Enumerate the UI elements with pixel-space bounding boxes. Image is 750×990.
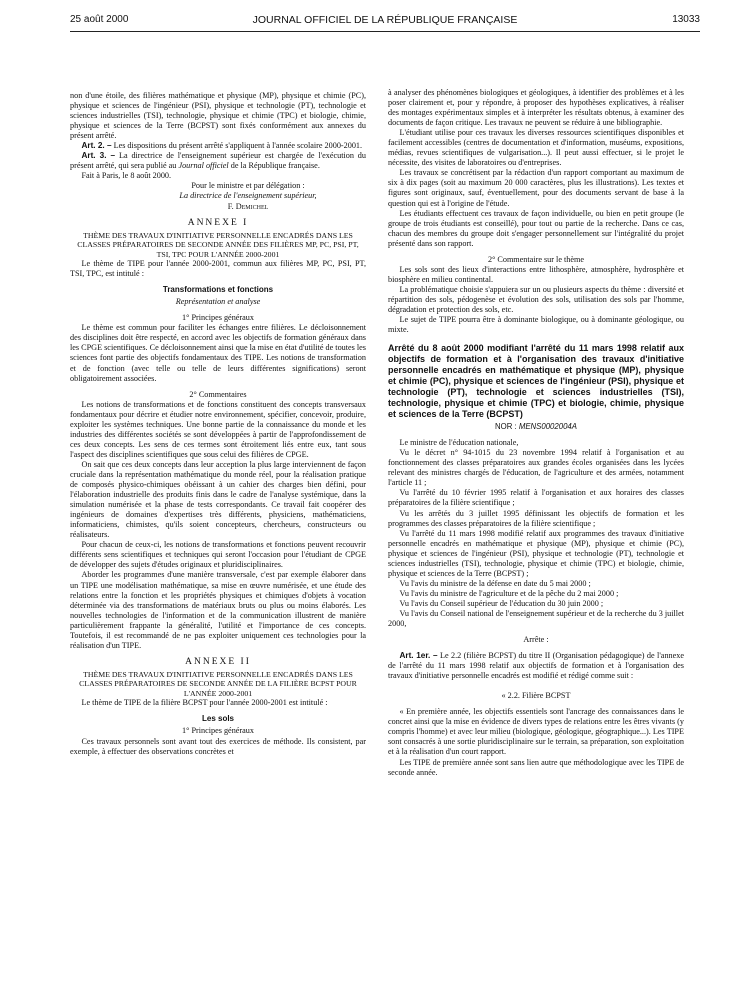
paragraph: Ces travaux personnels sont avant tout des exercices de méthode. Ils consistent, par exemple, à effectuer des observations concrètes et bbox=[70, 736, 366, 756]
nor-reference bbox=[388, 422, 684, 432]
arrete-title: Arrêté du 8 août 2000 modifiant l'arrêté du 11 mars 1998 relatif aux objectifs de formation et à l'organisation des travaux d'initiative personnelle encadrés en mathématique et physique (MP), physique et chimie (PC), physique et sciences de l'ingénieur (PSI), physique et technologie (PT), technologie et sciences industrielles (TSI), technologie, physique et chimie (TPC) et biologie, chimie, physique et sciences de la Terre (BCPST) bbox=[388, 343, 684, 420]
header-rule bbox=[70, 31, 700, 32]
section-heading: 2° Commentaires bbox=[189, 389, 247, 399]
article-label: Art. 2. – bbox=[81, 141, 112, 151]
signature-line: Pour le ministre et par délégation : bbox=[191, 181, 305, 191]
signature-place-date: Fait à Paris, le 8 août 2000. bbox=[81, 171, 172, 181]
paragraph: Le sujet de TIPE pourra être à dominante biologique, ou à dominante géologique, ou mixte. bbox=[388, 315, 684, 335]
visa: Vu l'arrêté du 11 mars 1998 modifié relatif aux programmes des travaux d'initiative personnelle encadrés en mathématique et physique (MP), physique et chimie (PC), physique et sciences de l'ingénieur (PSI), physique et technologie (PT), technologie et sciences industrielles (TSI), technologie, physique et chimie (TPC) et biologie, chimie, physique et sciences de la Terre (BCPST) ; bbox=[388, 528, 684, 578]
paragraph: Les étudiants effectuent ces travaux de façon individuelle, ou bien en petit groupe (le groupe de trois étudiants est conseillé), pour tout ou partie de la recherche. Dans ce cas, chacun des membres du groupe doit s'engager personnellement sur l'intégralité du projet présenté dans son rapport. bbox=[388, 208, 684, 248]
paragraph: Les TIPE de première année sont sans lien autre que méthodologique avec les TIPE de seconde année. bbox=[388, 757, 684, 777]
visa: Vu l'avis du ministre de l'agriculture et de la pêche du 2 mai 2000 ; bbox=[399, 588, 619, 598]
nor-code: MENS0002004A bbox=[518, 422, 577, 432]
section-heading: 1° Principes généraux bbox=[182, 313, 254, 323]
paragraph: L'étudiant utilise pour ces travaux les diverses ressources scientifiques disponibles et facilement accessibles (centres de documentation et d'information, muséums, expositions, médias, revues scientifiques de vulgarisation...). Il peut aussi effectuer, si le projet le nécessite, des visites de laboratoires ou d'entreprises. bbox=[388, 128, 684, 168]
page-header bbox=[70, 14, 700, 30]
annex-1-title: THÈME DES TRAVAUX D'INITIATIVE PERSONNELLE ENCADRÉS DANS LES CLASSES PRÉPARATOIRES DE SECONDE ANNÉE DES FILIÈRES MP, PC, PSI, PT, TSI, TPC POUR L'ANNÉE 2000-2001 bbox=[77, 230, 359, 259]
paragraph: Le thème est commun pour faciliter les échanges entre filières. Le décloisonnement des disciplines doit être respecté, en accord avec les objectifs de formation généraux dans les CPGE scientifiques. Ce décloisonnement ainsi que la mise en état d'utilité de toutes les sciences font partie des objectifs fondamentaux des TIPE. Les notions de transformation et de fonction (avec telle ou telle de leurs différentes significations) seront obligatoirement associées. bbox=[70, 323, 366, 383]
paragraph: Le ministre de l'éducation nationale, bbox=[399, 438, 519, 448]
article-3 bbox=[70, 151, 366, 171]
signature-name: F. Demichel bbox=[227, 201, 269, 211]
paragraph: Aborder les programmes d'une manière transversale, c'est par exemple élaborer dans un TIPE une modélisation mathématique, sa mise en œuvre numérisée, et une étude des relations entre la fonction et les propriétés physiques et chimiques d'objets à vocation déterminée via des transformations de matériaux bruts ou plus ou moins élaborés. Les nouvelles technologies de l'information et de la communication illustrent de manière particulièrement frappante la généralité, l'utilité et l'importance de ces concepts. Toutefois, il est recommandé de ne pas exploiter uniquement ces technologies pour la réalisation d'un TIPE. bbox=[70, 570, 366, 650]
article-label: Art. 1er. – bbox=[399, 651, 438, 661]
theme-subtitle: Représentation et analyse bbox=[175, 297, 261, 307]
article-text: La directrice de l'enseignement supérieur est chargée de l'exécution du présent arrêté, qui sera publié au bbox=[70, 151, 366, 171]
section-heading: « 2.2. Filière BCPST bbox=[501, 691, 571, 701]
annex-1-heading: ANNEXE I bbox=[187, 217, 249, 228]
annex-2-heading: ANNEXE II bbox=[185, 656, 251, 667]
visa: Vu l'avis du Conseil supérieur de l'éducation du 30 juin 2000 ; bbox=[399, 598, 604, 608]
article-text: Le 2.2 (filière BCPST) du titre II (Organisation pédagogique) de l'annexe de l'arrêté du 11 mars 1998 relatif aux objectifs de formation et à l'organisation des travaux d'initiative personnelle encadrés est modifié et rédigé comme suit : bbox=[388, 651, 684, 681]
article-text: de la République française. bbox=[228, 161, 320, 171]
article-2 bbox=[70, 141, 366, 151]
visa: Vu l'arrêté du 10 février 1995 relatif à l'organisation et aux horaires des classes préparatoires de la filière scientifique ; bbox=[388, 488, 684, 508]
paragraph: Les notions de transformations et de fonctions constituent des concepts transversaux fondamentaux pour décrire et étudier notre environnement, spécifier, concevoir, produire, exploiter les systèmes techniques. Une bonne partie de la connaissance du monde et les industries des différentes sociétés se sont développées à partir de l'approfondissement de ces deux concepts. Les sens de ces termes sont étroitement liés entre eux, tant sous l'aspect des disciplines scientifiques que sous celui des filières de CPGE. bbox=[70, 399, 366, 459]
paragraph: La problématique choisie s'appuiera sur un ou plusieurs aspects du thème : diversité et répartition des sols, pédogenèse et évolution des sols, utilisation des sols par l'homme, dégradation et protection des sols, etc. bbox=[388, 284, 684, 314]
paragraph: non d'une étoile, des filières mathématique et physique (MP), physique et chimie (PC), physique et sciences de l'ingénieur (PSI), physique et technologie (PT), technologie et sciences industrielles (TSI), technologie, physique et chimie (TPC) et biologie, chimie, physique et sciences de la Terre (BCPST) sont fixés conformément aux annexes du présent arrêté. bbox=[70, 91, 366, 141]
arrete-label: Arrête : bbox=[523, 635, 549, 645]
paragraph: Pour chacun de ceux-ci, les notions de transformations et fonctions peuvent recouvrir différents sens scientifiques et techniques qui seront l'occasion pour l'étudiant de CPGE de développer des sujets d'études originaux et pluridisciplinaires. bbox=[70, 540, 366, 570]
header-journal-title: JOURNAL OFFICIEL DE LA RÉPUBLIQUE FRANÇAISE bbox=[252, 14, 518, 26]
article-1 bbox=[388, 651, 684, 681]
theme-title: Transformations et fonctions bbox=[162, 285, 274, 295]
visa: Vu les arrêtés du 3 juillet 1995 définissant les objectifs de formation et les programmes des classes préparatoires de la filière scientifique ; bbox=[388, 508, 684, 528]
paragraph: On sait que ces deux concepts dans leur acception la plus large interviennent de façon cruciale dans la représentation mathématique du monde réel, pour la réalisation pratique de composés physico-chimiques obéissant à un cahier des charges bien défini, pour l'élaboration industrielle des produits finis dans le cadre de l'analyse systémique, dans la simulation numérisée et la phase de tests correspondants. Ce travail fait coopérer des ingénieurs de domaines d'expertises très différents, physiciens, mathématiciens, informaticiens, chimistes, qu'ils soient concepteurs, chercheurs, constructeurs ou réalisateurs. bbox=[70, 459, 366, 540]
paragraph: Les travaux se concrétisent par la rédaction d'un rapport comportant au maximum de six à dix pages (soit au maximum 20 000 caractères, plus les illustrations). Les textes et figures sont originaux, sauf, éventuellement, pour des documents servant de base à la question qui est à l'origine de l'étude. bbox=[388, 168, 684, 208]
journal-officiel: Journal officiel bbox=[178, 161, 229, 171]
visa: Vu l'avis du ministre de la défense en date du 5 mai 2000 ; bbox=[399, 578, 591, 588]
nor-label: NOR : bbox=[495, 422, 519, 432]
signature-title: La directrice de l'enseignement supérieur, bbox=[179, 191, 317, 201]
left-column bbox=[70, 91, 366, 757]
right-column bbox=[388, 88, 684, 778]
article-text: Les dispositions du présent arrêté s'appliquent à l'année scolaire 2000-2001. bbox=[111, 141, 363, 151]
paragraph: Les sols sont des lieux d'interactions entre lithosphère, atmosphère, hydrosphère et biosphère en milieu continental. bbox=[388, 264, 684, 284]
visa: Vu le décret n° 94-1015 du 23 novembre 1994 relatif à l'organisation et au fonctionnement des classes préparatoires aux grandes écoles organisées dans les lycées relevant des ministres chargés de l'éducation, de l'agriculture et des armées, notamment l'article 11 ; bbox=[388, 448, 684, 488]
paragraph: « En première année, les objectifs essentiels sont l'ancrage des connaissances dans le concret ainsi que la mise en évidence de divers types de relations entre les êtres vivants (y compris l'homme) et avec leur milieu (biologique, géologique, géographique...). Les TIPE sont consacrés à une sortie pluridisciplinaire sur le terrain, sa préparation, son exploitation et à la réalisation d'un court rapport. bbox=[388, 707, 684, 757]
section-heading: 1° Principes généraux bbox=[182, 726, 254, 736]
section-heading: 2° Commentaire sur le thème bbox=[487, 254, 585, 264]
annex-2-title: THÈME DES TRAVAUX D'INITIATIVE PERSONNELLE ENCADRÉS DANS LES CLASSES PRÉPARATOIRES DE SECONDE ANNÉE DE LA FILIÈRE BCPST POUR L'ANNÉE 2000-2001 bbox=[79, 669, 357, 698]
theme-title: Les sols bbox=[201, 714, 234, 724]
header-date: 25 août 2000 bbox=[70, 14, 129, 25]
visa: Vu l'avis du Conseil national de l'enseignement supérieur et de la recherche du 3 juillet 2000, bbox=[388, 608, 684, 629]
header-page-number: 13033 bbox=[672, 14, 700, 25]
theme-intro: Le thème de TIPE pour l'année 2000-2001, commun aux filières MP, PC, PSI, PT, TSI, TPC, est intitulé : bbox=[70, 259, 366, 279]
article-label: Art. 3. – bbox=[81, 151, 116, 161]
paragraph: à analyser des phénomènes biologiques et géologiques, à identifier des problèmes et à les poser clairement et, pour y répondre, à proposer des hypothèses explicatives, à réaliser des montages expérimentaux simples et à interpréter les résultats obtenus, à examiner des documents de façon critique. Les travaux ne peuvent se réduire à une bibliographie. bbox=[388, 88, 684, 128]
theme-intro: Le thème de TIPE de la filière BCPST pour l'année 2000-2001 est intitulé : bbox=[81, 698, 328, 708]
